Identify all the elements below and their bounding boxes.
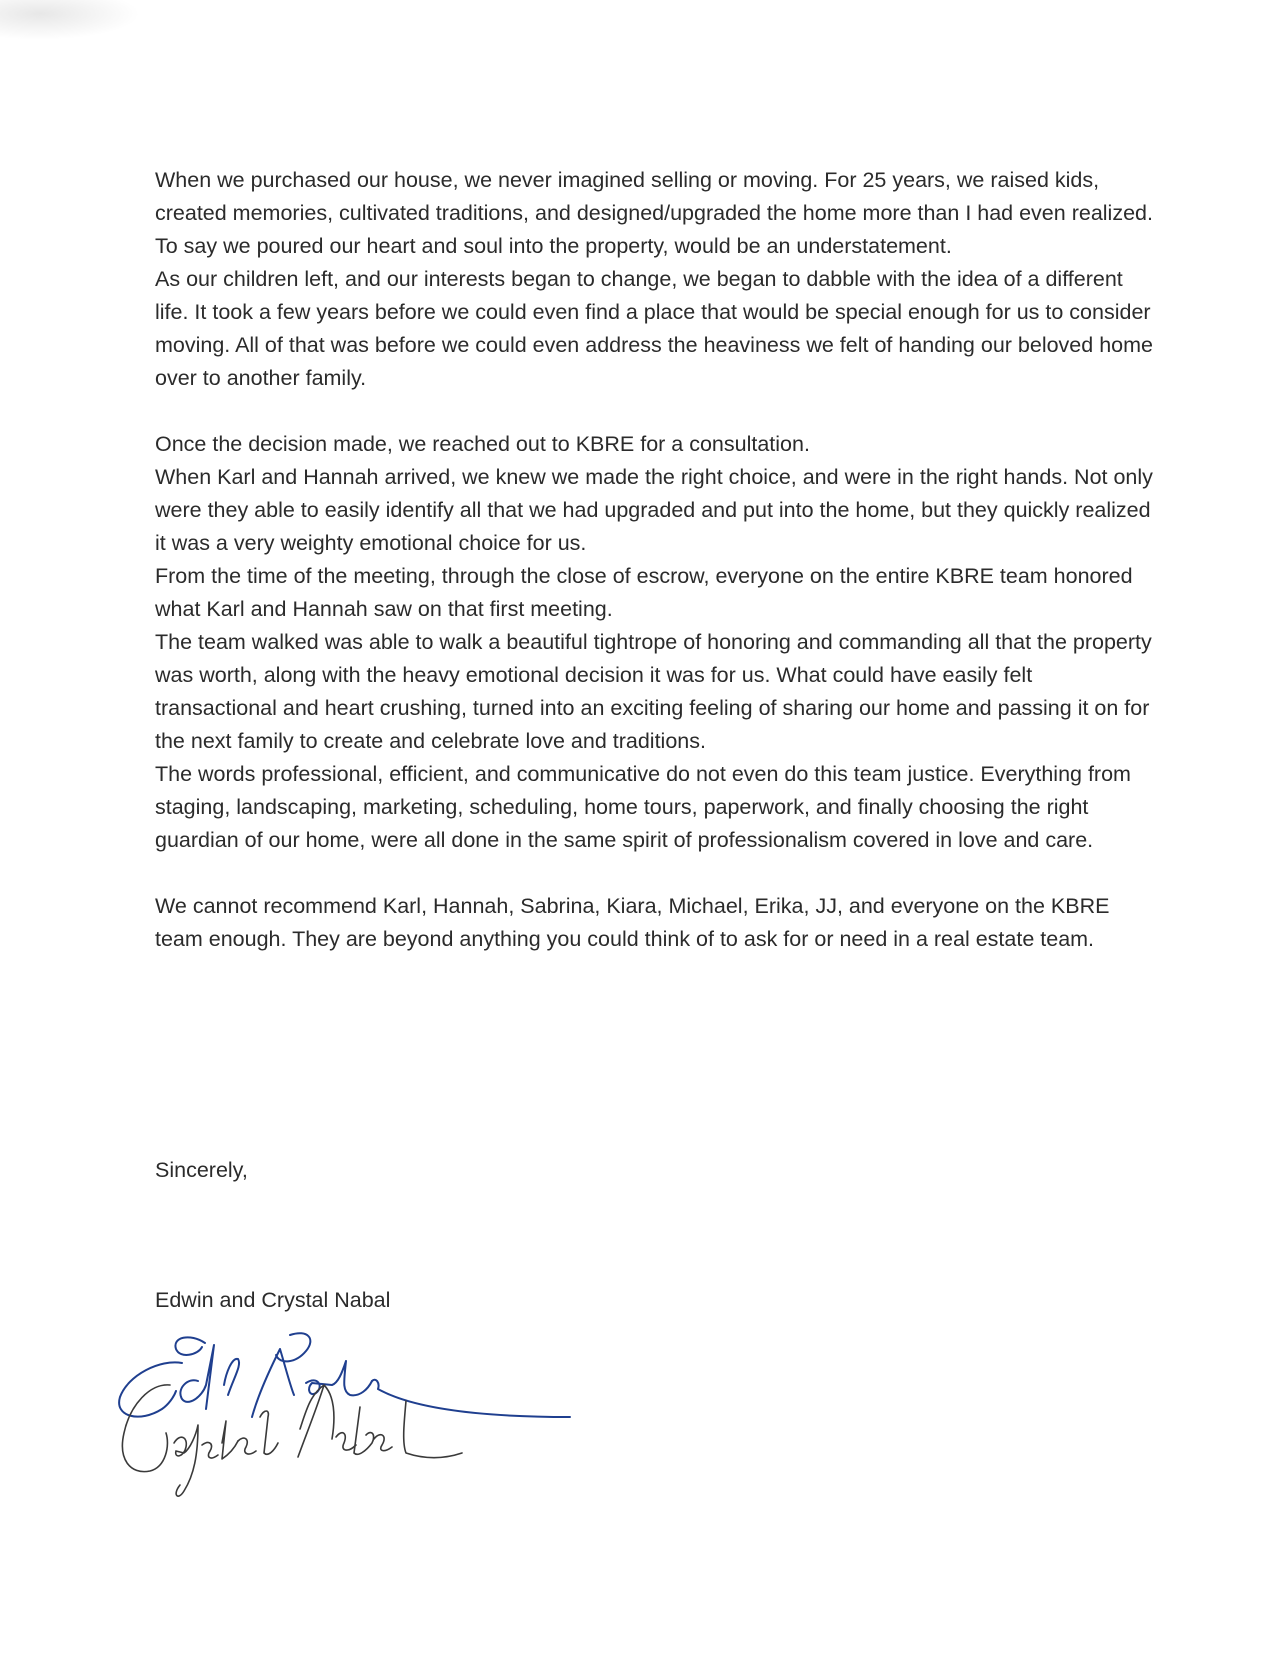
paragraph-recommendation: We cannot recommend Karl, Hannah, Sabrina, Kiara, Michael, Erika, JJ, and everyone on the KBRE team enough. They are beyond anything you could think of to ask for or need in a real estate team.: [155, 894, 1110, 951]
paragraph-children-left: As our children left, and our interests began to change, we began to dabble with the idea of a different life. It took a few years before we could even find a place that would be special enough for us to consider moving. All of that was before we could even address the heaviness we felt of handing our beloved home over to another family.: [155, 267, 1153, 390]
signatory-names: Edwin and Crystal Nabal: [155, 1288, 391, 1312]
scan-smudge: [0, 0, 140, 40]
paragraph-house-purchase: When we purchased our house, we never imagined selling or moving. For 25 years, we raised kids, created memories, cultivated traditions, and designed/upgraded the home more than I had even realized. To say we poured our heart and soul into the property, would be an understatement.: [155, 168, 1153, 258]
paragraph-professional: The words professional, efficient, and communicative do not even do this team justice. Everything from staging, landscaping, marketing, scheduling, home tours, paperwork, and finally choosing the right guardian of our home, were all done in the same spirit of professionalism covered in love and care.: [155, 762, 1131, 852]
paragraph-escrow: From the time of the meeting, through the close of escrow, everyone on the entire KBRE team honored what Karl and Hannah saw on that first meeting.: [155, 564, 1133, 621]
letter-body: [155, 164, 1155, 956]
signatures: [110, 1325, 630, 1625]
paragraph-karl-hannah: When Karl and Hannah arrived, we knew we made the right choice, and were in the right hands. Not only were they able to easily identify all that we had upgraded and put into the home, but they quickly realized it was a very weighty emotional choice for us.: [155, 465, 1153, 555]
paragraph-decision: Once the decision made, we reached out to KBRE for a consultation.: [155, 432, 810, 456]
paragraph-tightrope: The team walked was able to walk a beautiful tightrope of honoring and commanding all that the property was worth, along with the heavy emotional decision it was for us. What could have easily felt transactional and heart crushing, turned into an exciting feeling of sharing our home and passing it on for the next family to create and celebrate love and traditions.: [155, 630, 1152, 753]
signature-edwin: [119, 1333, 570, 1417]
closing-salutation: Sincerely,: [155, 1158, 248, 1182]
